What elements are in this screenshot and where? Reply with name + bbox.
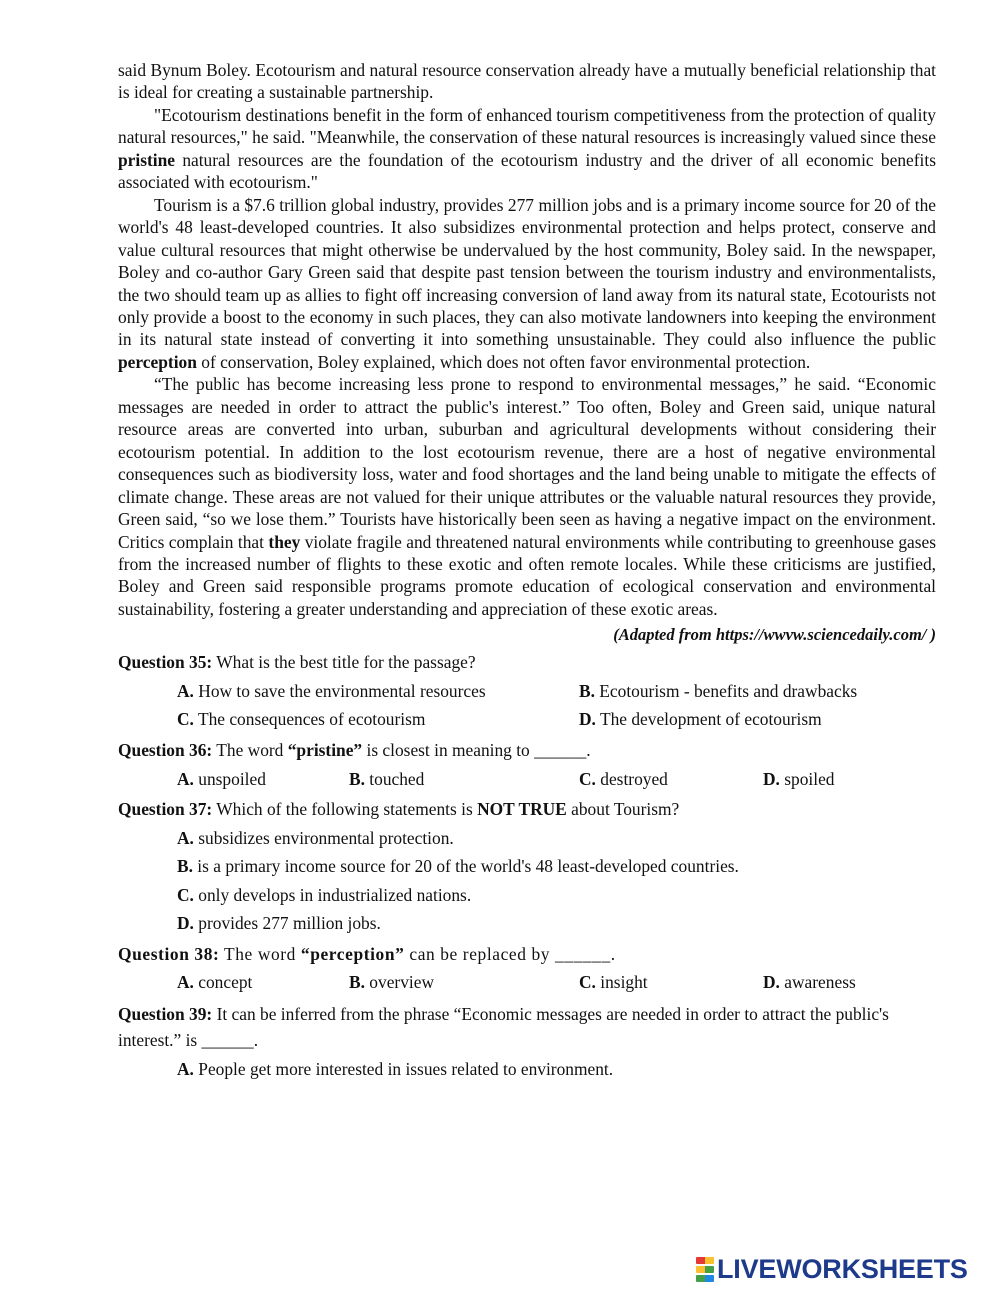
- option-text: touched: [364, 768, 425, 789]
- option-text: Ecotourism - benefits and drawbacks: [594, 680, 858, 701]
- question-keyword: “pristine”: [287, 740, 363, 761]
- passage-paragraph-2: [118, 104, 936, 194]
- question-36-prompt: [118, 736, 936, 765]
- q38-option-c[interactable]: [579, 968, 763, 997]
- question-38-options: [118, 968, 936, 997]
- option-text: subsidizes environmental protection.: [193, 827, 454, 848]
- question-35-prompt: [118, 648, 936, 677]
- option-key: A.: [177, 972, 194, 993]
- option-key: D.: [763, 972, 780, 993]
- question-text: What is the best title for the passage?: [212, 652, 476, 673]
- q35-option-a[interactable]: [177, 677, 579, 706]
- option-text: insight: [595, 972, 648, 993]
- option-text: only develops in industrialized nations.: [193, 884, 472, 905]
- q38-option-d[interactable]: [763, 968, 856, 997]
- passage-paragraph-3: [118, 194, 936, 374]
- option-text: overview: [364, 972, 435, 993]
- passage-paragraph-4: [118, 373, 936, 620]
- question-38-prompt: [118, 940, 936, 969]
- option-text: concept: [193, 972, 253, 993]
- option-key: C.: [579, 768, 596, 789]
- q36-option-d[interactable]: [763, 765, 835, 794]
- question-number: Question 37:: [118, 799, 213, 820]
- option-text: How to save the environmental resources: [193, 680, 486, 701]
- question-37-prompt: [118, 795, 936, 824]
- question-text: can be replaced by ______.: [404, 943, 616, 964]
- passage-text: of conservation, Boley explained, which does not often favor environmental protection.: [196, 351, 811, 372]
- option-key: A.: [177, 768, 194, 789]
- option-text: is a primary income source for 20 of the world's 48 least-developed countries.: [192, 856, 739, 877]
- option-key: C.: [579, 972, 596, 993]
- option-key: A.: [177, 1059, 194, 1080]
- question-text: about Tourism?: [566, 799, 680, 820]
- liveworksheets-logo-text: LIVEWORKSHEETS: [717, 1253, 968, 1284]
- option-text: People get more interested in issues related to environment.: [193, 1059, 614, 1080]
- question-number: Question 36:: [118, 740, 213, 761]
- question-text: Which of the following statements is: [212, 799, 478, 820]
- question-37: [118, 795, 936, 938]
- question-36-options: [118, 765, 936, 794]
- question-36: [118, 736, 936, 793]
- question-38: [118, 940, 936, 997]
- question-number: Question 35:: [118, 652, 213, 673]
- option-text: The consequences of ecotourism: [193, 709, 426, 730]
- question-35-options-row-2: [118, 705, 936, 734]
- question-39-prompt: [118, 999, 936, 1053]
- worksheet-page: [118, 59, 936, 1084]
- passage-text: “The public has become increasing less prone to respond to environmental messages,” he said. “Economic messages are needed in order to attract the public's interest.” Too often, Boley and Green said, unique natural resource areas are converted into urban, suburban and agricultural developments without considering their ecotourism potential. In addition to the lost ecotourism revenue, there are a host of negative environmental consequences such as biodiversity loss, water and food shortages and the land being unable to mitigate the effects of climate change. These areas are not valued for their unique attributes or the valuable natural resources they provide, Green said, “so we lose them.” Tourists have historically been seen as having a negative impact on the environment. Critics complain that: [118, 374, 936, 552]
- q36-option-a[interactable]: [177, 765, 349, 794]
- option-key: C.: [177, 884, 194, 905]
- liveworksheets-logo: [696, 1253, 968, 1285]
- q35-option-b[interactable]: [579, 677, 857, 706]
- passage-text: natural resources are the foundation of the ecotourism industry and the driver of all economic benefits associated with ecotourism.": [118, 149, 936, 193]
- question-35: [118, 648, 936, 734]
- option-key: B.: [349, 972, 365, 993]
- q37-option-d[interactable]: [118, 909, 936, 938]
- question-keyword: NOT TRUE: [477, 799, 567, 820]
- highlight-word-they: they: [268, 531, 301, 552]
- option-key: A.: [177, 680, 194, 701]
- question-text: is closest in meaning to ______.: [362, 740, 591, 761]
- question-number: Question 39:: [118, 1004, 213, 1025]
- passage-text: Tourism is a $7.6 trillion global industry, provides 277 million jobs and is a primary income source for 20 of the world's 48 least-developed countries. It also subsidizes environmental protection and helps protect, conserve and value cultural resources that might otherwise be undervalued by the host community, Boley said. In the newspaper, Boley and co-author Gary Green said that despite past tension between the tourism industry and environmentalists, the two should team up as allies to fight off increasing conversion of land away from its natural state, Ecotourists not only provide a boost to the economy in such places, they can also motivate landowners into keeping the environment in its natural state instead of converting it into something unsustainable. They could also influence the public: [118, 194, 936, 350]
- question-35-options-row-1: [118, 677, 936, 706]
- question-text: The word: [219, 943, 301, 964]
- option-text: The development of ecotourism: [595, 709, 822, 730]
- option-key: B.: [579, 680, 595, 701]
- q37-option-a[interactable]: [118, 824, 936, 853]
- q37-option-b[interactable]: [118, 852, 936, 881]
- option-key: D.: [177, 913, 194, 934]
- passage-text: violate fragile and threatened natural environments while contributing to greenhouse gases from the increased number of flights to these exotic and often remote locales. While these criticisms are justified, Boley and Green said responsible programs promote education of ecological conservation and environmental sustainability, fostering a greater understanding and appreciation of these exotic areas.: [118, 531, 937, 619]
- option-key: D.: [763, 768, 780, 789]
- question-text: It can be inferred from the phrase “Economic messages are needed in order to attract the public's interest.” is ______.: [118, 1004, 889, 1051]
- option-key: B.: [349, 768, 365, 789]
- q35-option-d[interactable]: [579, 705, 822, 734]
- option-key: A.: [177, 827, 194, 848]
- option-text: unspoiled: [193, 768, 266, 789]
- source-citation: (Adapted from https://wwvw.sciencedaily.com/ ): [613, 625, 936, 645]
- option-key: D.: [579, 709, 596, 730]
- passage-text: "Ecotourism destinations benefit in the form of enhanced tourism competitiveness from the protection of quality natural resources," he said. "Meanwhile, the conservation of these natural resources is increasingly valued since these: [118, 104, 936, 148]
- logo-bar: [696, 1275, 714, 1282]
- option-text: destroyed: [595, 768, 668, 789]
- q36-option-c[interactable]: [579, 765, 763, 794]
- liveworksheets-logo-icon: [696, 1256, 714, 1283]
- passage-paragraph-1: [118, 59, 936, 104]
- passage-text: said Bynum Boley. Ecotourism and natural resource conservation already have a mutually beneficial relationship that is ideal for creating a sustainable partnership.: [118, 60, 936, 103]
- option-key: B.: [177, 856, 193, 877]
- highlight-word-perception: perception: [118, 351, 197, 372]
- option-key: C.: [177, 709, 194, 730]
- q38-option-a[interactable]: [177, 968, 349, 997]
- highlight-word-pristine: pristine: [118, 149, 176, 170]
- question-keyword: “perception”: [300, 943, 405, 964]
- q38-option-b[interactable]: [349, 968, 579, 997]
- q36-option-b[interactable]: [349, 765, 579, 794]
- q37-option-c[interactable]: [118, 881, 936, 910]
- option-text: spoiled: [779, 768, 835, 789]
- question-39: [118, 999, 936, 1084]
- q35-option-c[interactable]: [177, 705, 579, 734]
- question-text: The word: [212, 740, 288, 761]
- question-number: Question 38:: [118, 943, 220, 964]
- logo-bar: [696, 1266, 714, 1273]
- logo-bar: [696, 1257, 714, 1264]
- option-text: awareness: [779, 972, 856, 993]
- option-text: provides 277 million jobs.: [193, 913, 381, 934]
- q39-option-a[interactable]: [118, 1055, 936, 1084]
